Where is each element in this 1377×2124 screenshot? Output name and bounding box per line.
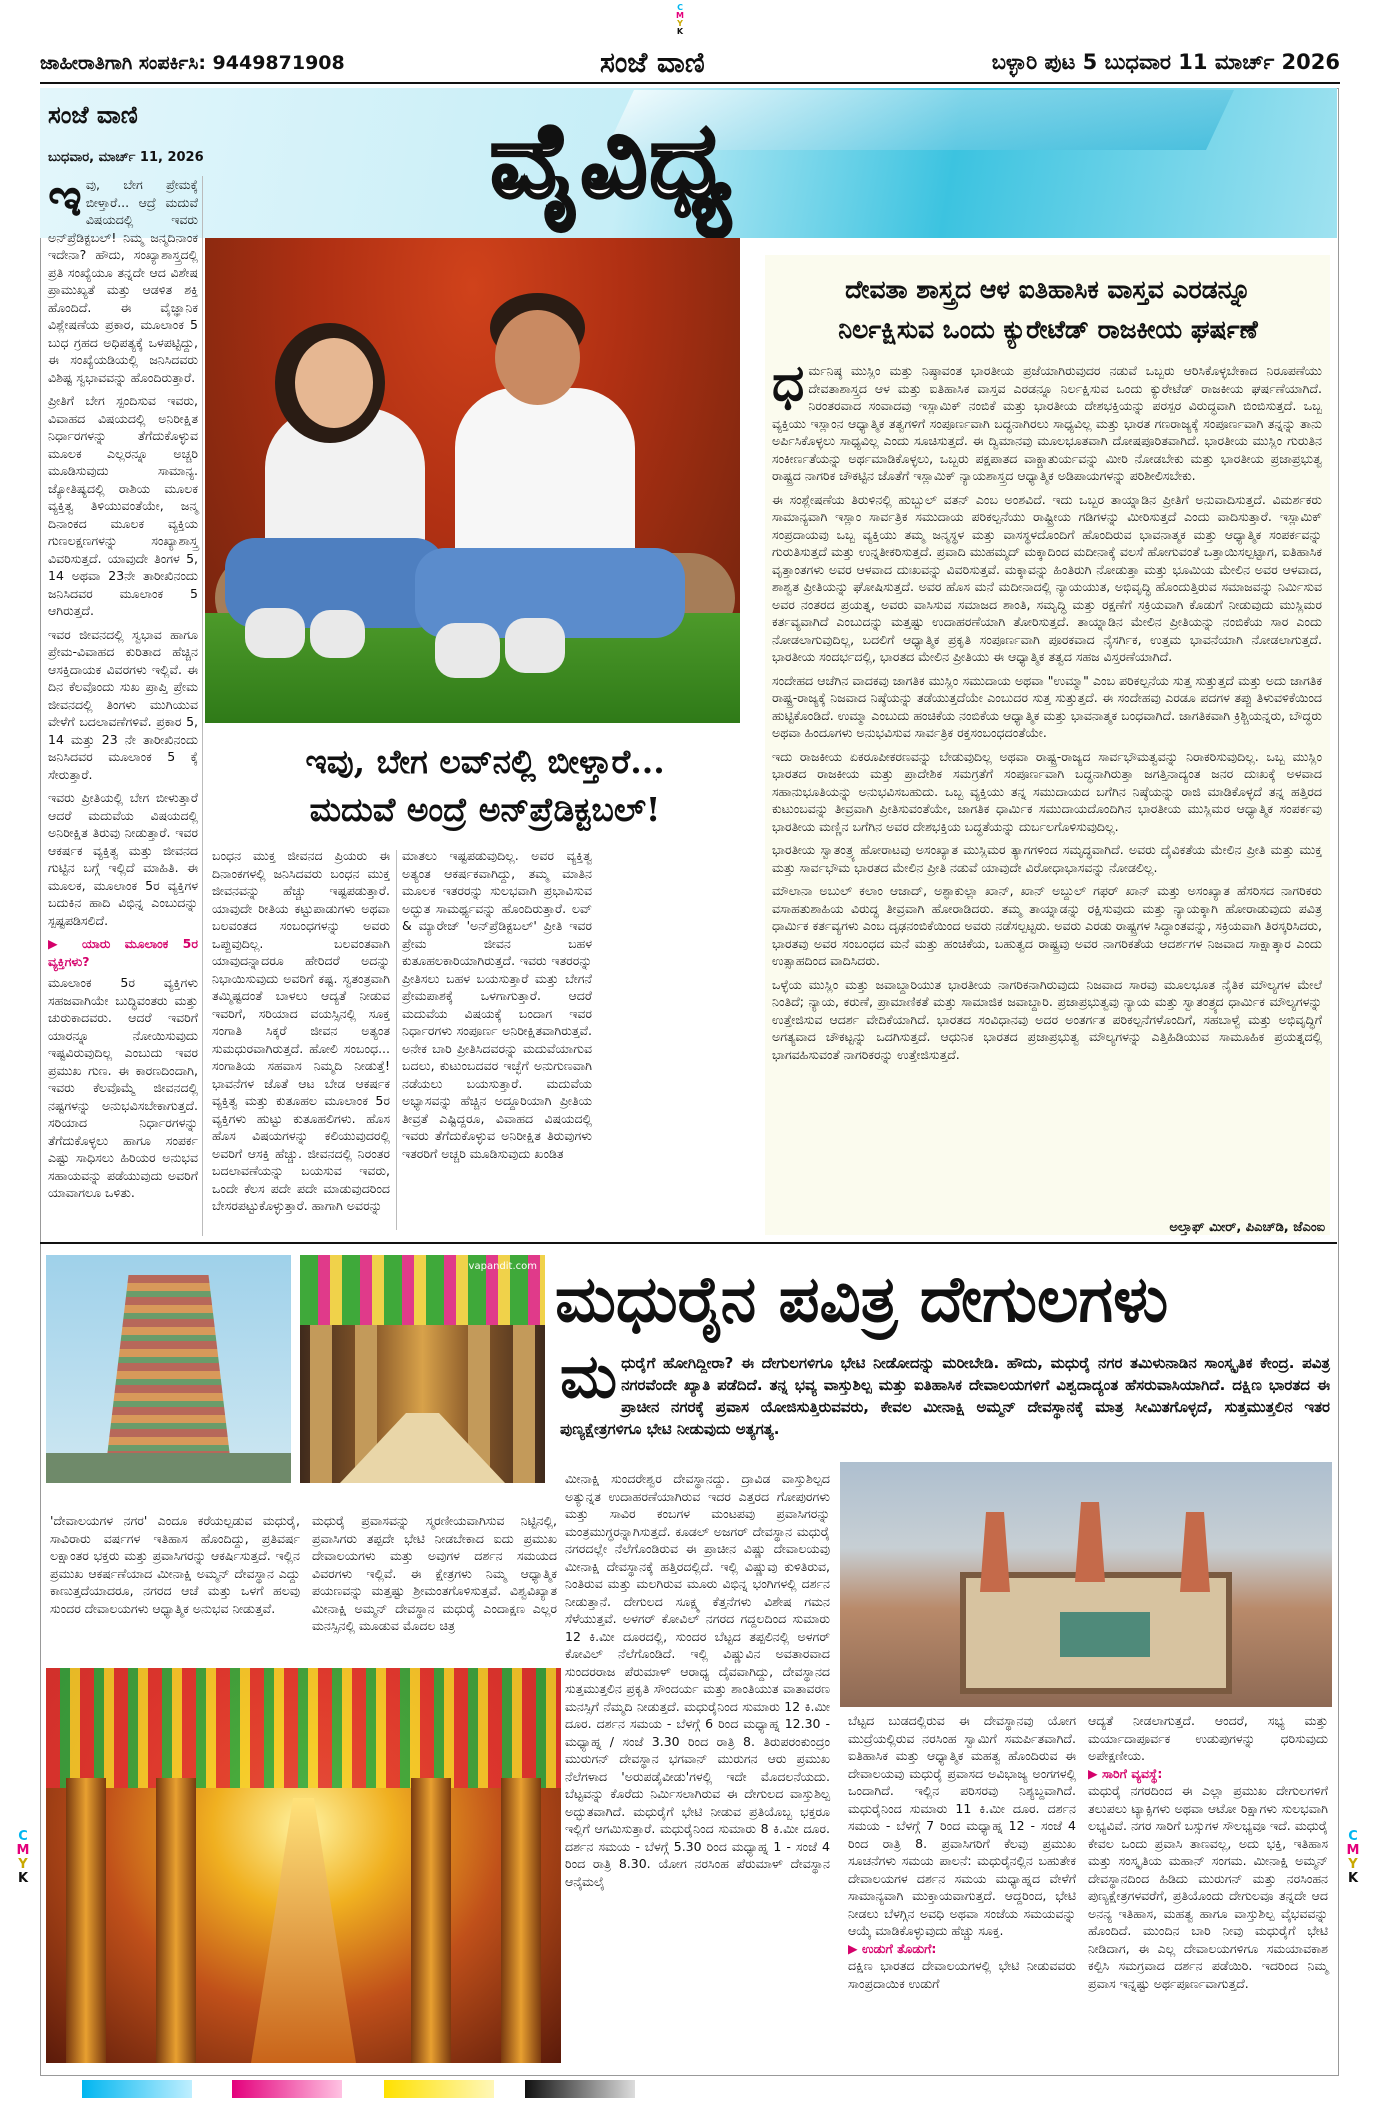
ad-contact: ಜಾಹೀರಾತಿಗಾಗಿ ಸಂಪರ್ಕಿಸಿ: 9449871908 [40,52,345,74]
love-article-headline: ಇವು, ಬೇಗ ಲವ್‌ನಲ್ಲಿ ಬೀಳ್ತಾರೆ... ಮದುವೆ ಅಂದ್ರೆ ಅನ್‌ಪ್ರೆಡಿಕ್ಟಬಲ್! [305,742,665,829]
cyan-color-bar [82,2080,192,2098]
edition-page-date: ಬಳ್ಳಾರಿ ಪುಟ 5 ಬುಧವಾರ 11 ಮಾರ್ಚ್ 2026 [991,50,1340,74]
love-article-column-3: ಮಾತಲು ಇಷ್ಟಪಡುವುದಿಲ್ಲ. ಅವರ ವ್ಯಕ್ತಿತ್ವ ಅತ್ಯಂತ ಆಕರ್ಷಕವಾಗಿದ್ದು, ತಮ್ಮ ಮಾತಿನ ಮೂಲಕ ಇತರರನ್ನು ಸುಲಭವಾಗಿ ಪ್ರಭಾವಿಸುವ ಅದ್ಭುತ ಸಾಮರ್ಥ್ಯವನ್ನು ಹೊಂದಿರುತ್ತಾರೆ. ಲವ್ & ಮ್ಯಾರೇಜ್ 'ಅನ್‌ಪ್ರೆಡಿಕ್ಟಬಲ್' ಪ್ರೀತಿ ಇವರ ಪ್ರೇಮ ಜೀವನ ಬಹಳ ಕುತೂಹಲಕಾರಿಯಾಗಿರುತ್ತದೆ. ಇವರು ಇತರರನ್ನು ಪ್ರೀತಿಸಲು ಬಹಳ ಬಯಸುತ್ತಾರೆ ಮತ್ತು ಬೇಗನೆ ಪ್ರೇಮಪಾಶಕ್ಕೆ ಒಳಗಾಗುತ್ತಾರೆ. ಆದರೆ ಮದುವೆಯ ವಿಷಯಕ್ಕೆ ಬಂದಾಗ ಇವರ ನಿರ್ಧಾರಗಳು ಸಂಪೂರ್ಣ ಅನಿರೀಕ್ಷಿತವಾಗಿರುತ್ತವೆ. ಅನೇಕ ಬಾರಿ ಪ್ರೀತಿಸಿದವರನ್ನು ಮದುವೆಯಾಗುವ ಬದಲು, ಕುಟುಂಬದವರ ಇಚ್ಛೆಗೆ ಅನುಗುಣವಾಗಿ ನಡೆಯಲು ಬಯಸುತ್ತಾರೆ. ಮದುವೆಯ ಅಭ್ಯಾಸವನ್ನು ಹೆಚ್ಚಿನ ಅದ್ದೂರಿಯಾಗಿ ಪ್ರೀತಿಯ ತೀವ್ರತೆ ಎಷ್ಟಿದ್ದರೂ, ವಿವಾಹದ ವಿಷಯದಲ್ಲಿ ಇವರು ತೆಗೆದುಕೊಳ್ಳುವ ಅನಿರೀಕ್ಷಿತ ತಿರುವುಗಳು ಇತರರಿಗೆ ಅಚ್ಚರಿ ಮೂಡಿಸುವುದು ಖಂಡಿತ [402,848,592,1161]
temple-tank [46,1453,291,1483]
header-bar [40,48,1340,84]
temple-corridor-photo [46,1668,561,2063]
cmyk-mark-left: C M Y K [16,1829,30,1886]
temples-column-5: ಆದ್ಯತೆ ನೀಡಲಾಗುತ್ತದೆ. ಆಂದರೆ, ಸಭ್ಯ ಮತ್ತು ಮರ್ಯಾದಾಪೂರ್ವಕ ಉಡುಪುಗಳನ್ನು ಧರಿಸುವುದು ಅಪೇಕ್ಷಣೀಯ. ▶ ಸಾರಿಗೆ ವ್ಯವಸ್ಥೆ: ಮಧುರೈ ನಗರದಿಂದ ಈ ಎಲ್ಲಾ ಪ್ರಮುಖ ದೇಗುಲಗಳಿಗೆ ತಲುಪಲು ಟ್ಯಾಕ್ಸಿಗಳು ಅಥವಾ ಆಟೋ ರಿಕ್ಷಾಗಳು ಸುಲಭವಾಗಿ ಲಭ್ಯವಿವೆ. ನಗರ ಸಾರಿಗೆ ಬಸ್ಸುಗಳ ಸೌಲಭ್ಯವೂ ಇದೆ. ಮಧುರೈ ಕೇವಲ ಒಂದು ಪ್ರವಾಸಿ ತಾಣವಲ್ಲ, ಅದು ಭಕ್ತಿ, ಇತಿಹಾಸ ಮತ್ತು ಸಂಸ್ಕೃತಿಯ ಮಹಾನ್ ಸಂಗಮ. ಮೀನಾಕ್ಷಿ ಅಮ್ಮನ್ ದೇವಸ್ಥಾನದಿಂದ ಹಿಡಿದು ಮುರುಗನ್ ಮತ್ತು ನರಸಿಂಹನ ಪುಣ್ಯಕ್ಷೇತ್ರಗಳವರೆಗೆ, ಪ್ರತಿಯೊಂದು ದೇಗುಲವೂ ತನ್ನದೇ ಆದ ಅನನ್ಯ ಇತಿಹಾಸ, ಮಹತ್ವ ಹಾಗೂ ವಾಸ್ತುಶಿಲ್ಪ ವೈಭವವನ್ನು ಹೊಂದಿದೆ. ಮುಂದಿನ ಬಾರಿ ನೀವು ಮಧುರೈಗೆ ಭೇಟಿ ನೀಡಿದಾಗ, ಈ ಎಲ್ಲ ದೇವಾಲಯಗಳಿಗೂ ಸಮಯಾವಕಾಶ ಕಲ್ಪಿಸಿ ಸಮಗ್ರವಾದ ದರ್ಶನ ಪಡೆಯಿರಿ. ಇದರಿಂದ ನಿಮ್ಮ ಪ್ರವಾಸ ಇನ್ನಷ್ಟು ಅರ್ಥಪೂರ್ಣವಾಗುತ್ತದೆ. [1088,1713,1328,1991]
paragraph: ಈ ಸಂಶ್ಲೇಷಣೆಯ ತಿರುಳಿನಲ್ಲಿ ಹುಬ್ಬುಲ್ ವತನ್ ಎಂಬ ಅಂಶವಿದೆ. ಇದು ಒಬ್ಬರ ತಾಯ್ನಾಡಿನ ಪ್ರೀತಿಗೆ ಅನುವಾದಿಸುತ್ತದೆ. ವಿಮರ್ಶಕರು ಸಾಮಾನ್ಯವಾಗಿ ಇಸ್ಲಾಂ ಸಾರ್ವತ್ರಿಕ ಸಮುದಾಯ ಪರಿಕಲ್ಪನೆಯು ರಾಷ್ಟ್ರೀಯ ಗಡಿಗಳನ್ನು ಮೀರಿಸುತ್ತದೆ ಎಂದು ವಾದಿಸುತ್ತಾರೆ. ಇಸ್ಲಾಮಿಕ್ ಸಂಪ್ರದಾಯವು ಒಬ್ಬ ವ್ಯಕ್ತಿಯು ತಮ್ಮ ಜನ್ಮಸ್ಥಳ ಮತ್ತು ವಾಸಸ್ಥಳದೊಂದಿಗೆ ಹೊಂದಿರುವ ಭಾವನಾತ್ಮಕ ಮತ್ತು ಆಧ್ಯಾತ್ಮಿಕ ಸಂಪರ್ಕವನ್ನು ಗುರುತಿಸುತ್ತದೆ ಮತ್ತು ಉನ್ನತೀಕರಿಸುತ್ತದೆ. ಪ್ರವಾದಿ ಮುಹಮ್ಮದ್ ಮಕ್ಕಾದಿಂದ ಮದೀನಾಕ್ಕೆ ವಲಸೆ ಹೋಗುವಂತೆ ಒತ್ತಾಯಿಸಲ್ಪಟ್ಟಾಗ, ಐತಿಹಾಸಿಕ ವೃತ್ತಾಂತಗಳು ಅವರ ಆಳವಾದ ದುಃಖವನ್ನು ವಿವರಿಸುತ್ತವೆ. ಮಕ್ಕಾವನ್ನು ಹಿಂತಿರುಗಿ ನೋಡುತ್ತಾ ಮತ್ತು ಭೂಮಿಯ ಮೇಲಿನ ಅವರ ಆಳವಾದ, ಶಾಶ್ವತ ಪ್ರೀತಿಯನ್ನು ಘೋಷಿಸುತ್ತದೆ. ಅವರ ಹೊಸ ಮನೆ ಮದೀನಾದಲ್ಲಿ ನ್ಯಾಯಯುತ, ಅಭಿವೃದ್ಧಿ ಹೊಂದುತ್ತಿರುವ ಸಮಾಜವನ್ನು ನಿರ್ಮಿಸುವ ಅವರ ನಂತರದ ಪ್ರಯತ್ನ, ಅವರು ವಾಸಿಸುವ ಸಮಾಜದ ಶಾಂತಿ, ಸಮೃದ್ಧಿ ಮತ್ತು ರಕ್ಷಣೆಗೆ ಸಕ್ರಿಯವಾಗಿ ಕೊಡುಗೆ ನೀಡುವುದು ಮುಸ್ಲಿಮರ ಕರ್ತವ್ಯವಾಗಿದೆ ಎಂಬುದನ್ನು ಮತ್ತಷ್ಟು ಉದಾಹರಣೆಯಾಗಿ ತೋರಿಸುತ್ತದೆ. ತಾಯ್ನಾಡಿನ ಮೇಲಿನ ಪ್ರೀತಿಯನ್ನು ನಂಬಿಕೆಯ ಸಾರ ಎಂದು ನೋಡಲಾಗುವುದಿಲ್ಲ, ಬದಲಿಗೆ ಆಧ್ಯಾತ್ಮಿಕ ಪ್ರಕೃತಿ ಸಂಪೂರ್ಣವಾಗಿ ಪೂರಕವಾದ ನೈಸರ್ಗಿಕ, ಉತ್ತಮ ಭಾವನೆಯಾಗಿ ನೋಡಲಾಗುತ್ತದೆ. ಭಾರತೀಯ ಸಂದರ್ಭದಲ್ಲಿ, ಭಾರತದ ಮೇಲಿನ ಪ್ರೀತಿಯು ಈ ಆಧ್ಯಾತ್ಮಿಕ ತತ್ವದ ಸಹಜ ವಿಸ್ತರಣೆಯಾಗಿದೆ. [772,491,1322,664]
shoe [245,608,305,658]
yellow-color-bar [384,2080,494,2098]
subheading: ▶ ಉಡುಗೆ ತೊಡುಗೆ: [848,1940,937,1956]
pillar [156,1778,196,2063]
love-article-lead-column [48,167,198,1202]
photo-watermark: vapandit.com [468,1261,537,1272]
drop-cap: ಧ [772,353,805,412]
cmyk-mark-right: C M Y K [1346,1829,1360,1886]
painted-arches [46,1668,561,1788]
black-color-bar [525,2080,635,2098]
paragraph: ಸಂದೇಹದ ಆಚೆಗಿನ ವಾದಕವು ಜಾಗತಿಕ ಮುಸ್ಲಿಂ ಸಮುದಾಯ ಅಥವಾ "ಉಮ್ಮಾ" ಎಂಬ ಪರಿಕಲ್ಪನೆಯ ಸುತ್ತ ಸುತ್ತುತ್ತದೆ ಮತ್ತು ಅದು ಜಾಗತಿಕ ರಾಷ್ಟ್ರ-ರಾಜ್ಯಕ್ಕೆ ನಿಜವಾದ ನಿಷ್ಠೆಯನ್ನು ತಡೆಯುತ್ತದೆಯೇ ಎಂಬುದರ ಸುತ್ತ ಸುತ್ತುತ್ತದೆ. ಈ ಸಂದೇಹವು ಎರಡೂ ಪದಗಳ ತಪ್ಪು ತಿಳುವಳಿಕೆಯಿಂದ ಹುಟ್ಟಿಕೊಂಡಿದೆ. ಉಮ್ಮಾ ಎಂಬುದು ಹಂಚಿಕೆಯ ನಂಬಿಕೆಯ ಆಧ್ಯಾತ್ಮಿಕ ಮತ್ತು ಭಾವನಾತ್ಮಕ ಬಂಧವಾಗಿದೆ. ಜಾಗತಿಕವಾಗಿ ಕ್ರಿಶ್ಚಿಯನ್ನರು, ಬೌದ್ಧರು ಅಥವಾ ಹಿಂದೂಗಳು ಅನುಭವಿಸುವ ಸಾರ್ವತ್ರಿಕ ರಕ್ತಸಂಬಂಧದಂತೆಯೇ. [772,672,1322,740]
drop-cap: ಇ [48,167,82,228]
subheading: ▶ ಸಾರಿಗೆ ವ್ಯವಸ್ಥೆ: [1088,1765,1163,1781]
paragraph: ಮೂಲಾಂಕ 5ರ ವ್ಯಕ್ತಿಗಳು ಸಹಜವಾಗಿಯೇ ಬುದ್ಧಿವಂತರು ಮತ್ತು ಚುರುಕಾದವರು. ಆದರೆ ಇವರಿಗೆ ಯಾರನ್ನೂ ನೋಯಿಸುವುದು ಇಷ್ಟವಿರುವುದಿಲ್ಲ ಎಂಬುದು ಇವರ ಪ್ರಮುಖ ಗುಣ. ಈ ಕಾರಣದಿಂದಾಗಿ, ಇವರು ಕೆಲವೊಮ್ಮೆ ಜೀವನದಲ್ಲಿ ನಷ್ಟಗಳನ್ನು ಅನುಭವಿಸಬೇಕಾಗುತ್ತದೆ. ಸರಿಯಾದ ನಿರ್ಧಾರಗಳನ್ನು ತೆಗೆದುಕೊಳ್ಳಲು ಹಾಗೂ ಸಂಪರ್ಕ ಎಷ್ಟು ಸಾಧಿಸಲು ಹಿರಿಯರ ಅನುಭವ ಸಹಾಯವನ್ನು ಪಡೆಯುವುದು ಅವರಿಗೆ ಯಾವಾಗಲೂ ಒಳಿತು. [48,975,198,1200]
temple-tank [1060,1612,1150,1657]
pillar [310,1325,332,1483]
love-article-column-2: ಬಂಧನ ಮುಕ್ತ ಜೀವನದ ಪ್ರಿಯರು ಈ ದಿನಾಂಕಗಳಲ್ಲಿ ಜನಿಸಿದವರು ಬಂಧನ ಮುಕ್ತ ಜೀವನವನ್ನು ಹೆಚ್ಚು ಇಷ್ಟಪಡುತ್ತಾರೆ. ಯಾವುದೇ ರೀತಿಯ ಕಟ್ಟುಪಾಡುಗಳು ಅಥವಾ ಬಲವಂತದ ಸಂಬಂಧಗಳನ್ನು ಅವರು ಒಪ್ಪುವುದಿಲ್ಲ. ಬಲವಂತವಾಗಿ ಯಾವುದನ್ನಾದರೂ ಹೇರಿದರೆ ಅದನ್ನು ನಿಭಾಯಿಸುವುದು ಅವರಿಗೆ ಕಷ್ಟ. ಸ್ವತಂತ್ರವಾಗಿ ತಮ್ಮಿಷ್ಟದಂತೆ ಬಾಳಲು ಆದ್ಯತೆ ನೀಡುವ ಇವರಿಗೆ, ಸರಿಯಾದ ವಯಸ್ಸಿನಲ್ಲಿ ಸೂಕ್ತ ಸಂಗಾತಿ ಸಿಕ್ಕರೆ ಜೀವನ ಅತ್ಯಂತ ಸುಮಧುರವಾಗಿರುತ್ತದೆ. ಹೋಲಿ ಸಂಬಂಧ... ಸಂಗಾತಿಯ ಸಹವಾಸ ನಿಮ್ಮದಿ ನೀಡುತ್ತೆ! ಭಾವನೆಗಳ ಜೊತೆ ಆಟ ಬೇಡ ಆಕರ್ಷಕ ವ್ಯಕ್ತಿತ್ವ ಮತ್ತು ಕುತೂಹಲ ಮೂಲಾಂಕ 5ರ ವ್ಯಕ್ತಿಗಳು ಹುಟ್ಟು ಕುತೂಹಲಿಗಳು. ಹೊಸ ಹೊಸ ವಿಷಯಗಳನ್ನು ಕಲಿಯುವುದರಲ್ಲಿ ಅವರಿಗೆ ಆಸಕ್ತಿ ಹೆಚ್ಚು. ಜೀವನದಲ್ಲಿ ನಿರಂತರ ಬದಲಾವಣೆಯನ್ನು ಬಯಸುವ ಇವರು, ಒಂದೇ ಕೆಲಸ ಪದೇ ಪದೇ ಮಾಡುವುದರಿಂದ ಬೇಸರಪಟ್ಟುಕೊಳ್ಳುತ್ತಾರೆ. ಹಾಗಾಗಿ ಅವರನ್ನು [212,848,390,1213]
woman-face [295,338,373,428]
temples-column-1: 'ದೇವಾಲಯಗಳ ನಗರ' ಎಂದೂ ಕರೆಯಲ್ಪಡುವ ಮಧುರೈ, ಸಾವಿರಾರು ವರ್ಷಗಳ ಇತಿಹಾಸ ಹೊಂದಿದ್ದು, ಪ್ರತಿವರ್ಷ ಲಕ್ಷಾಂತರ ಭಕ್ತರು ಮತ್ತು ಪ್ರವಾಸಿಗರನ್ನು ಆಕರ್ಷಿಸುತ್ತದೆ. ಇಲ್ಲಿನ ಪ್ರಮುಖ ಆಕರ್ಷಣೆಯಾದ ಮೀನಾಕ್ಷಿ ಅಮ್ಮನ್ ದೇವಸ್ಥಾನ ಎದ್ದು ಕಾಣುತ್ತದೆಯಾದರೂ, ನಗರದ ಆಚೆ ಮತ್ತು ಒಳಗೆ ಹಲವು ಸುಂದರ ದೇವಾಲಯಗಳು ಆಧ್ಯಾತ್ಮಿಕ ಅನುಭವ ನೀಡುತ್ತವೆ. [50,1513,300,1616]
gopuram [980,1512,1010,1592]
policy-article-headline: ದೇವತಾ ಶಾಸ್ತ್ರದ ಆಳ ಐತಿಹಾಸಿಕ ವಾಸ್ತವ ಎರಡನ್ನೂ ನಿರ್ಲಕ್ಷಿಸುವ ಒಂದು ಕ್ಯುರೇಟೆಡ್ ರಾಜಕೀಯ ಘರ್ಷಣೆ [838,275,1258,344]
gopuram [1180,1512,1210,1592]
column-rule [202,176,203,1236]
paragraph: ಪ್ರೀತಿಗೆ ಬೇಗ ಸ್ಪಂದಿಸುವ ಇವರು, ವಿವಾಹದ ವಿಷಯದಲ್ಲಿ ಅನಿರೀಕ್ಷಿತ ನಿರ್ಧಾರಗಳನ್ನು ತೆಗೆದುಕೊಳ್ಳುವ ಮೂಲಕ ಎಲ್ಲರನ್ನೂ ಅಚ್ಚರಿ ಮೂಡಿಸುವುದು ಸಾಮಾನ್ಯ. ಜ್ಯೋತಿಷ್ಯದಲ್ಲಿ ರಾಶಿಯ ಮೂಲಕ ವ್ಯಕ್ತಿತ್ವ ತಿಳಿಯುವಂತೆಯೇ, ಜನ್ಮ ದಿನಾಂಕದ ಮೂಲಕ ವ್ಯಕ್ತಿಯ ಗುಣಲಕ್ಷಣಗಳನ್ನು ಸಂಖ್ಯಾಶಾಸ್ತ್ರ ವಿವರಿಸುತ್ತದೆ. ಯಾವುದೇ ತಿಂಗಳ 5, 14 ಅಥವಾ 23ನೇ ತಾರೀಖಿನಂದು ಜನಿಸಿದವರ ಮೂಲಾಂಕ 5 ಆಗಿರುತ್ತದೆ. [48,393,198,618]
shoe [310,610,365,658]
policy-article-body [772,353,1322,1069]
pillar [501,1778,541,2063]
column-rule [396,850,397,1230]
subheading: ▶ ಯಾರು ಮೂಲಾಂಕ 5ರ ವ್ಯಕ್ತಿಗಳು? [48,936,198,969]
shoe [505,618,565,673]
temples-column-4: ಬೆಟ್ಟದ ಬುಡದಲ್ಲಿರುವ ಈ ದೇವಸ್ಥಾನವು ಯೋಗ ಮುದ್ರೆಯಲ್ಲಿರುವ ನರಸಿಂಹ ಸ್ವಾಮಿಗೆ ಸಮರ್ಪಿತವಾಗಿದೆ. ಐತಿಹಾಸಿಕ ಮತ್ತು ಆಧ್ಯಾತ್ಮಿಕ ಮಹತ್ವ ಹೊಂದಿರುವ ಈ ದೇವಾಲಯವು ಮಧುರೈ ಪ್ರವಾಸದ ಅವಿಭಾಜ್ಯ ಅಂಗಗಳಲ್ಲಿ ಒಂದಾಗಿದೆ. ಇಲ್ಲಿನ ಪರಿಸರವು ನಿಶ್ಯಬ್ದವಾಗಿದೆ. ಮಧುರೈನಿಂದ ಸುಮಾರು 11 ಕಿ.ಮೀ ದೂರ. ದರ್ಶನ ಸಮಯ - ಬೆಳಗ್ಗೆ 7 ರಿಂದ ಮಧ್ಯಾಹ್ನ 12 - ಸಂಜೆ 4 ರಿಂದ ರಾತ್ರಿ 8. ಪ್ರವಾಸಿಗರಿಗೆ ಕೆಲವು ಪ್ರಮುಖ ಸೂಚನೆಗಳು ಸಮಯ ಪಾಲನೆ: ಮಧುರೈನಲ್ಲಿನ ಬಹುತೇಕ ದೇವಾಲಯಗಳ ದರ್ಶನ ಸಮಯ ಮಧ್ಯಾಹ್ನದ ವೇಳೆಗೆ ಸಾಮಾನ್ಯವಾಗಿ ಮುಕ್ತಾಯವಾಗುತ್ತದೆ. ಆದ್ದರಿಂದ, ಭೇಟಿ ನೀಡಲು ಬೆಳಗ್ಗಿನ ಅವಧಿ ಅಥವಾ ಸಂಜೆಯ ಸಮಯವನ್ನು ಆಯ್ಕೆ ಮಾಡಿಕೊಳ್ಳುವುದು ಹೆಚ್ಚು ಸೂಕ್ತ. ▶ ಉಡುಗೆ ತೊಡುಗೆ: ದಕ್ಷಿಣ ಭಾರತದ ದೇವಾಲಯಗಳಲ್ಲಿ ಭೇಟಿ ನೀಡುವವರು ಸಾಂಪ್ರದಾಯಿಕ ಉಡುಗೆ [848,1713,1076,1991]
paragraph: ಭಾರತೀಯ ಸ್ವಾತಂತ್ರ್ಯ ಹೋರಾಟವು ಅಸಂಖ್ಯಾತ ಮುಸ್ಲಿಮರ ತ್ಯಾಗಗಳಿಂದ ಸಮೃದ್ಧವಾಗಿದೆ. ಅವರು ದೈವಿಕತೆಯ ಮೇಲಿನ ಪ್ರೀತಿ ಮತ್ತು ಮುಕ್ತ ಮತ್ತು ಸಾರ್ವಭೌಮ ಭಾರತದ ಮೇಲಿನ ಪ್ರೀತಿ ನಡುವೆ ಯಾವುದೇ ವಿರೋಧಾಭಾಸವನ್ನು ನೋಡಲಿಲ್ಲ. [772,842,1322,875]
paragraph: ಮೌಲಾನಾ ಅಬುಲ್ ಕಲಾಂ ಆಜಾದ್, ಅಶ್ಫಾಕುಲ್ಲಾ ಖಾನ್, ಖಾನ್ ಅಬ್ದುಲ್ ಗಫರ್ ಖಾನ್ ಮತ್ತು ಅಸಂಖ್ಯಾತ ಹೆಸರಿಸದ ನಾಗರಿಕರು ವಸಾಹತುಶಾಹಿಯ ವಿರುದ್ಧ ತೀವ್ರವಾಗಿ ಹೋರಾಡಿದರು. ತಮ್ಮ ತಾಯ್ನಾಡನ್ನು ರಕ್ಷಿಸುವುದು ಮತ್ತು ನ್ಯಾಯಕ್ಕಾಗಿ ಹೋರಾಡುವುದು ಪವಿತ್ರ ಧಾರ್ಮಿಕ ಕರ್ತವ್ಯಗಳು ಎಂಬ ದೃಢನಂಬಿಕೆಯಿಂದ ಅವರು ನಡೆಸಲ್ಪಟ್ಟರು. ಅವರು ಎರಡು ರಾಷ್ಟ್ರಗಳ ಸಿದ್ಧಾಂತವನ್ನು, ಸಕ್ರಿಯವಾಗಿ ತಿರಸ್ಕರಿಸಿದರು, ಭಾರತವು ಅವರ ಸಂಬಂಧದ ಮನೆ ಮತ್ತು ಹಂಚಿಕೆಯ, ಬಹುತ್ವದ ರಾಷ್ಟ್ರವು ಅವರ ನಾಗರಿಕತೆಯ ಆದರ್ಶಗಳ ನಿಜವಾದ ಸಾಕ್ಷಾತ್ಕಾರ ಎಂದು ಉತ್ಸಾಹದಿಂದ ವಾದಿಸಿದರು. [772,883,1322,968]
magenta-color-bar [232,2080,342,2098]
paragraph: ಇವರು ಪ್ರೀತಿಯಲ್ಲಿ ಬೇಗ ಬೀಳುತ್ತಾರೆ ಆದರೆ ಮದುವೆಯ ವಿಷಯದಲ್ಲಿ ಅನಿರೀಕ್ಷಿತ ತಿರುವು ನೀಡುತ್ತಾರೆ. ಇವರ ಆಕರ್ಷಕ ವ್ಯಕ್ತಿತ್ವ ಮತ್ತು ಜೀವನದ ಗುಟ್ಟಿನ ಬಗ್ಗೆ ಇಲ್ಲಿದೆ ಮಾಹಿತಿ. ಈ ಮೂಲಕ, ಮೂಲಾಂಕ 5ರ ವ್ಯಕ್ತಿಗಳ ಬದುಕಿನ ಹಾದಿ ವಿಭಿನ್ನ ಎಂಬುದನ್ನು ಸ್ಪಷ್ಟಪಡಿಸಲಿದೆ. [48,790,198,928]
pillar [66,1778,106,2063]
temple-gopuram-photo [46,1255,291,1483]
temple-hall-photo [300,1255,545,1483]
gopuram [106,1275,231,1465]
pillar [411,1778,451,2063]
paragraph: ಇದು ರಾಜಕೀಯ ಏಕರೂಪೀಕರಣವನ್ನು ಬೇಡುವುದಿಲ್ಲ ಅಥವಾ ರಾಷ್ಟ್ರ-ರಾಜ್ಯದ ಸಾರ್ವಭೌಮತ್ವವನ್ನು ನಿರಾಕರಿಸುವುದಿಲ್ಲ. ಒಬ್ಬ ಮುಸ್ಲಿಂ ಭಾರತದ ರಾಜಕೀಯ ಮತ್ತು ಪ್ರಾದೇಶಿಕ ಸಮಗ್ರತೆಗೆ ಸಂಪೂರ್ಣವಾಗಿ ಬದ್ಧನಾಗಿರುತ್ತಾ ಜಗತ್ತಿನಾದ್ಯಂತ ಜನರ ದುಃಖಕ್ಕೆ ಅಳವಾದ ಸಹಾನುಭೂತಿಯನ್ನು ಅನುಭವಿಸಬಹುದು. ಒಬ್ಬ ವ್ಯಕ್ತಿಯು ತನ್ನ ಸಮುದಾಯದ ಬಗೆಗಿನ ನಿಷ್ಠೆಯನ್ನು ರಾಜಿ ಮಾಡಿಕೊಳ್ಳದೆ ತನ್ನ ಹತ್ತಿರದ ಕುಟುಂಬವನ್ನು ತೀವ್ರವಾಗಿ ಪ್ರೀತಿಸುವಂತೆಯೇ, ಜಾಗತಿಕ ಧಾರ್ಮಿಕ ಸಮುದಾಯದೊಂದಿಗಿನ ಭಾರತೀಯ ಮುಸ್ಲಿಮರ ಆಧ್ಯಾತ್ಮಿಕ ಸಂಪರ್ಕವು ಭಾರತೀಯ ಮಣ್ಣಿನ ಬಗೆಗಿನ ಅವರ ದೇಶಭಕ್ತಿಯ ಬದ್ಧತೆಯನ್ನು ದುರ್ಬಲಗೊಳಿಸುವುದಿಲ್ಲ. [772,748,1322,834]
pillar [513,1325,535,1483]
section-brand: ಸಂಜೆ ವಾಣಿ [48,100,138,129]
drop-cap: ಮ [560,1342,618,1412]
section-date: ಬುಧವಾರ, ಮಾರ್ಚ್ 11, 2026 [48,150,204,165]
temples-column-3: ಮೀನಾಕ್ಷಿ ಸುಂದರೇಶ್ವರ ದೇವಸ್ಥಾನದ್ದು. ದ್ರಾವಿಡ ವಾಸ್ತುಶಿಲ್ಪದ ಅತ್ಯುನ್ನತ ಉದಾಹರಣೆಯಾಗಿರುವ ಇದರ ಎತ್ತರದ ಗೋಪುರಗಳು ಮತ್ತು ಸಾವಿರ ಕಂಬಗಳ ಮಂಟಪವು ಪ್ರವಾಸಿಗರನ್ನು ಮಂತ್ರಮುಗ್ಧರನ್ನಾಗಿಸುತ್ತದೆ. ಕೂಡಲ್ ಅಜಗರ್ ದೇವಸ್ಥಾನ ಮಧುರೈ ನಗರದಲ್ಲೇ ನೆಲೆಗೊಂಡಿರುವ ಈ ಪ್ರಾಚೀನ ವಿಷ್ಣು ದೇವಾಲಯವು ಮೀನಾಕ್ಷಿ ದೇವಸ್ಥಾನಕ್ಕೆ ಹತ್ತಿರದಲ್ಲಿದೆ. ಇಲ್ಲಿ ವಿಷ್ಣುವು ಕುಳಿತಿರುವ, ನಿಂತಿರುವ ಮತ್ತು ಮಲಗಿರುವ ಮೂರು ವಿಭಿನ್ನ ಭಂಗಿಗಳಲ್ಲಿ ದರ್ಶನ ನೀಡುತ್ತಾನೆ. ದೇಗುಲದ ಸೂಕ್ಷ್ಮ ಕೆತ್ತನೆಗಳು ವಿಶೇಷ ಗಮನ ಸೆಳೆಯುತ್ತವೆ. ಅಳಗರ್ ಕೋವಿಲ್ ನಗರದ ಗದ್ದಲದಿಂದ ಸುಮಾರು 12 ಕಿ.ಮೀ ದೂರದಲ್ಲಿ, ಸುಂದರ ಬೆಟ್ಟದ ತಪ್ಪಲಿನಲ್ಲಿ ಅಳಗರ್ ಕೋವಿಲ್ ನೆಲೆಗೊಂಡಿದೆ. ಇಲ್ಲಿ ವಿಷ್ಣುವಿನ ಅವತಾರವಾದ ಸುಂದರರಾಜ ಪೆರುಮಾಳ್ ಆರಾಧ್ಯ ದೈವವಾಗಿದ್ದು, ದೇವಸ್ಥಾನದ ಸುತ್ತಮುತ್ತಲಿನ ಪ್ರಕೃತಿ ಸೌಂದರ್ಯ ಮತ್ತು ಶಾಂತಿಯುತ ವಾತಾವರಣ ಮನಸ್ಸಿಗೆ ನೆಮ್ಮದಿ ನೀಡುತ್ತದೆ. ಮಧುರೈನಿಂದ ಸುಮಾರು 12 ಕಿ.ಮೀ ದೂರ. ದರ್ಶನ ಸಮಯ - ಬೆಳಗ್ಗೆ 6 ರಿಂದ ಮಧ್ಯಾಹ್ನ 12.30 - ಮಧ್ಯಾಹ್ನ / ಸಂಜೆ 3.30 ರಿಂದ ರಾತ್ರಿ 8. ತಿರುಪರಂಕುಂದ್ರಂ ಮುರುಗನ್ ದೇವಸ್ಥಾನ ಭಗವಾನ್ ಮುರುಗನ ಆರು ಪ್ರಮುಖ ನೆಲೆಗಳಾದ 'ಅರುಪಡೈವೀಡು'ಗಳಲ್ಲಿ ಇದೇ ಮೊದಲನೆಯದು. ಬೆಟ್ಟವನ್ನು ಕೊರೆದು ನಿರ್ಮಿಸಲಾಗಿರುವ ಈ ದೇಗುಲದ ವಾಸ್ತುಶಿಲ್ಪ ಅದ್ಭುತವಾಗಿದೆ. ಮಧುರೈಗೆ ಭೇಟಿ ನೀಡುವ ಪ್ರತಿಯೊಬ್ಬ ಭಕ್ತರೂ ಇಲ್ಲಿಗೆ ಆಗಮಿಸುತ್ತಾರೆ. ಮಧುರೈನಿಂದ ಸುಮಾರು 8 ಕಿ.ಮೀ ದೂರ. ದರ್ಶನ ಸಮಯ - ಬೆಳಗ್ಗೆ 5.30 ರಿಂದ ಮಧ್ಯಾಹ್ನ 1 - ಸಂಜೆ 4 ರಿಂದ ರಾತ್ರಿ 8.30. ಯೋಗ ನರಸಿಂಹ ಪೆರುಮಾಳ್ ದೇವಸ್ಥಾನ ಆನೈಮಲೈ [565,1471,830,1889]
byline: ಅಲ್ತಾಫ್ ಮೀರ್, ಪಿಎಚ್‌ಡಿ, ಜೆಎಂಐ [1169,1220,1325,1235]
man-face [495,310,580,405]
registration-mark: C M Y K [676,3,684,36]
shoe [435,623,500,678]
temples-intro: ಮ ಧುರೈಗೆ ಹೋಗಿದ್ದೀರಾ? ಈ ದೇಗುಲಗಳಿಗೂ ಭೇಟಿ ನೀಡೋದನ್ನು ಮರೀಬೇಡಿ. ಹೌದು, ಮಧುರೈ ನಗರ ತಮಿಳುನಾಡಿನ ಸಾಂಸ್ಕೃತಿಕ ಕೇಂದ್ರ. ಪವಿತ್ರ ನಗರವೆಂದೇ ಖ್ಯಾತಿ ಪಡೆದಿದೆ. ತನ್ನ ಭವ್ಯ ವಾಸ್ತುಶಿಲ್ಪ ಮತ್ತು ಐತಿಹಾಸಿಕ ದೇವಾಲಯಗಳಿಗೆ ವಿಶ್ವದಾದ್ಯಂತ ಹೆಸರುವಾಸಿಯಾಗಿದೆ. ದಕ್ಷಿಣ ಭಾರತದ ಈ ಪ್ರಾಚೀನ ನಗರಕ್ಕೆ ಪ್ರವಾಸ ಯೋಜಿಸುತ್ತಿರುವವರು, ಕೇವಲ ಮೀನಾಕ್ಷಿ ಅಮ್ಮನ್ ದೇವಸ್ಥಾನಕ್ಕೆ ಮಾತ್ರ ಸೀಮಿತಗೊಳ್ಳದೆ, ಸುತ್ತಮುತ್ತಲಿನ ಇತರ ಪುಣ್ಯಕ್ಷೇತ್ರಗಳಿಗೂ ಭೇಟಿ ನೀಡುವುದು ಅತ್ಯಗತ್ಯ. [560,1342,1330,1438]
meenakshi-aerial-photo [840,1462,1332,1707]
gopuram [1075,1502,1105,1582]
newspaper-logo: ಸಂಜೆ ವಾಣಿ [600,46,705,79]
section-title: ವೈವಿಧ್ಯ [490,98,734,221]
corridor-floor [251,1798,356,2063]
temples-headline: ಮಧುರೈನ ಪವಿತ್ರ ದೇಗುಲಗಳು [555,1262,1169,1337]
lead-paragraph: ವು, ಬೇಗ ಪ್ರೇಮಕ್ಕೆ ಬೀಳ್ತಾರೆ... ಆದ್ರೆ ಮದುವೆ ವಿಷಯದಲ್ಲಿ ಇವರು ಅನ್‌ಪ್ರೆಡಿಕ್ಟಬಲ್! ನಿಮ್ಮ ಜನ್ಮದಿನಾಂಕ ಇದೇನಾ? ಹೌದು, ಸಂಖ್ಯಾಶಾಸ್ತ್ರದಲ್ಲಿ ಪ್ರತಿ ಸಂಖ್ಯೆಯೂ ತನ್ನದೇ ಆದ ವಿಶೇಷ ಪ್ರಾಮುಖ್ಯತೆ ಮತ್ತು ಆಡಳಿತ ಶಕ್ತಿ ಹೊಂದಿದೆ. ಈ ವೈಜ್ಞಾನಿಕ ವಿಶ್ಲೇಷಣೆಯ ಪ್ರಕಾರ, ಮೂಲಾಂಕ 5 ಬುಧ ಗ್ರಹದ ಅಧಿಪತ್ಯಕ್ಕೆ ಒಳಪಟ್ಟಿದ್ದು, ಈ ಸಂಖ್ಯೆಯಡಿಯಲ್ಲಿ ಜನಿಸಿದವರು ವಿಶಿಷ್ಟ ಸ್ವಭಾವವನ್ನು ಹೊಂದಿರುತ್ತಾರೆ. [48,177,198,385]
section-divider [40,1242,1337,1244]
paragraph: ಧರ್ಮನಿಷ್ಠ ಮುಸ್ಲಿಂ ಮತ್ತು ನಿಷ್ಠಾವಂತ ಭಾರತೀಯ ಪ್ರಜೆಯಾಗಿರುವುದರ ನಡುವೆ ಒಬ್ಬರು ಆರಿಸಿಕೊಳ್ಳಬೇಕಾದ ನಿರೂಪಣೆಯು ದೇವತಾಶಾಸ್ತ್ರದ ಆಳ ಮತ್ತು ಐತಿಹಾಸಿಕ ವಾಸ್ತವ ಎರಡನ್ನೂ ನಿರ್ಲಕ್ಷಿಸುವ ಒಂದು ಕ್ಯುರೇಟೆಡ್ ರಾಜಕೀಯ ಘರ್ಷಣೆಯಾಗಿದೆ. ನಿರಂತರವಾದ ಸಂವಾದವು ಇಸ್ಲಾಮಿಕ್ ನಂಬಿಕೆ ಮತ್ತು ಭಾರತೀಯ ದೇಶಭಕ್ತಿಯನ್ನು ಪರಸ್ಪರ ವಿರುದ್ಧವಾಗಿ ಬಿಂಬಿಸುತ್ತದೆ. ಒಬ್ಬ ವ್ಯಕ್ತಿಯು ಇಸ್ಲಾಂನ ಆಧ್ಯಾತ್ಮಿಕ ತತ್ವಗಳಿಗೆ ಸಂಪೂರ್ಣವಾಗಿ ಬದ್ಧನಾಗಿರಲು ಸಾಧ್ಯವಿಲ್ಲ ಮತ್ತು ಭಾರತ ಗಣರಾಜ್ಯಕ್ಕೆ ಸಂಪೂರ್ಣವಾಗಿ ತನ್ನನ್ನು ತಾನು ಅರ್ಪಿಸಿಕೊಳ್ಳಲು ಸಾಧ್ಯವಿಲ್ಲ ಎಂದು ಸೂಚಿಸುತ್ತದೆ. ಈ ದ್ವಿಮಾನವು ಮೂಲಭೂತವಾಗಿ ದೋಷಪೂರಿತವಾಗಿದೆ. ಭಾರತೀಯ ಮುಸ್ಲಿಂ ಗುರುತಿನ ಸಂಕೀರ್ಣತೆಯನ್ನು ಅರ್ಥಮಾಡಿಕೊಳ್ಳಲು, ಒಬ್ಬರು ಪಕ್ಷಪಾತದ ವಾಕ್ಚಾತುರ್ಯವನ್ನು ಮೀರಿ ನೋಡಬೇಕು ಮತ್ತು ಭಾರತೀಯ ಪ್ರಜಾಪ್ರಭುತ್ವ ರಾಷ್ಟ್ರದ ನಾಗರಿಕ ಚೌಕಟ್ಟಿನ ಜೊತೆಗೆ ಇಸ್ಲಾಮಿಕ್ ನ್ಯಾಯಶಾಸ್ತ್ರದ ಆಧ್ಯಾತ್ಮಿಕ ಅಡಿಪಾಯಗಳನ್ನು ಪರಿಶೀಲಿಸಬೇಕು. [772,353,1322,483]
paragraph: ಒಳ್ಳೆಯ ಮುಸ್ಲಿಂ ಮತ್ತು ಜವಾಬ್ದಾರಿಯುತ ಭಾರತೀಯ ನಾಗರಿಕನಾಗಿರುವುದು ನಿಜವಾದ ಸಾರವು ಮೂಲಭೂತ ನೈತಿಕ ಮೌಲ್ಯಗಳ ಮೇಲೆ ನಿಂತಿದೆ; ನ್ಯಾಯ, ಕರುಣೆ, ಪ್ರಾಮಾಣಿಕತೆ ಮತ್ತು ಸಾಮಾಜಿಕ ಜವಾಬ್ದಾರಿ. ಪ್ರಜಾಪ್ರಭುತ್ವವು ನ್ಯಾಯ ಮತ್ತು ಸ್ವಾತಂತ್ರ್ಯದ ಧಾರ್ಮಿಕ ಮೌಲ್ಯಗಳನ್ನು ಉತ್ತೇಜಿಸುವ ಆದರ್ಶ ವೇದಿಕೆಯಾಗಿದೆ. ಭಾರತದ ಸಂವಿಧಾನವು ಅದರ ಅಂತರ್ಗತ ಪರಿಕಲ್ಪನೆಗಳೊಂದಿಗೆ, ಸಹಬಾಳ್ವೆ ಮತ್ತು ಅಭಿವೃದ್ಧಿಗೆ ಅಗತ್ಯವಾದ ಚೌಕಟ್ಟನ್ನು ಒದಗಿಸುತ್ತದೆ. ಆಧುನಿಕ ಭಾರತದ ಪ್ರಜಾಪ್ರಭುತ್ವ ಮೌಲ್ಯಗಳನ್ನು ಎತ್ತಿಹಿಡಿಯುವ ಸಾಮೂಹಿಕ ಪ್ರಯತ್ನದಲ್ಲಿ ಭಾಗವಹಿಸುವಂತೆ ನಾಗರಿಕರನ್ನು ಉತ್ತೇಜಿಸುತ್ತದೆ. [772,976,1322,1062]
temples-column-2: ಮಧುರೈ ಪ್ರವಾಸವನ್ನು ಸ್ಮರಣೀಯವಾಗಿಸುವ ನಿಟ್ಟಿನಲ್ಲಿ, ಪ್ರವಾಸಿಗರು ತಪ್ಪದೇ ಭೇಟಿ ನೀಡಬೇಕಾದ ಐದು ಪ್ರಮುಖ ದೇವಾಲಯಗಳು ಮತ್ತು ಅವುಗಳ ದರ್ಶನ ಸಮಯದ ವಿವರಗಳು ಇಲ್ಲಿವೆ. ಈ ಕ್ಷೇತ್ರಗಳು ನಿಮ್ಮ ಆಧ್ಯಾತ್ಮಿಕ ಪಯಣವನ್ನು ಮತ್ತಷ್ಟು ಶ್ರೀಮಂತಗೊಳಿಸುತ್ತವೆ. ವಿಶ್ವವಿಖ್ಯಾತ ಮೀನಾಕ್ಷಿ ಅಮ್ಮನ್ ದೇವಸ್ಥಾನ ಮಧುರೈ ಎಂದಾಕ್ಷಣ ಎಲ್ಲರ ಮನಸ್ಸಿನಲ್ಲಿ ಮೂಡುವ ಮೊದಲ ಚಿತ್ರ [312,1513,557,1633]
paragraph: ಇವರ ಜೀವನದಲ್ಲಿ ಸ್ವಭಾವ ಹಾಗೂ ಪ್ರೇಮ-ವಿವಾಹದ ಕುರಿತಾದ ಹೆಚ್ಚಿನ ಆಸಕ್ತಿದಾಯಕ ವಿವರಗಳು ಇಲ್ಲಿವೆ. ಈ ದಿನ ಕೆಲವೊಂದು ಸುಖ ಪ್ರಾಪ್ತಿ ಪ್ರೇಮ ಜೀವನದಲ್ಲಿ ತಿಂಗಳು ಮುಗಿಯುವ ವೇಳೆಗೆ ಬದಲಾವಣೆಗಳಿವೆ. ಪ್ರಕಾರ 5, 14 ಮತ್ತು 23 ನೇ ತಾರೀಖಿನಂದು ಜನಿಸಿದವರ ಮೂಲಾಂಕ 5 ಕ್ಕೆ ಸೇರುತ್ತಾರೆ. [48,626,198,782]
couple-photo [205,238,740,723]
